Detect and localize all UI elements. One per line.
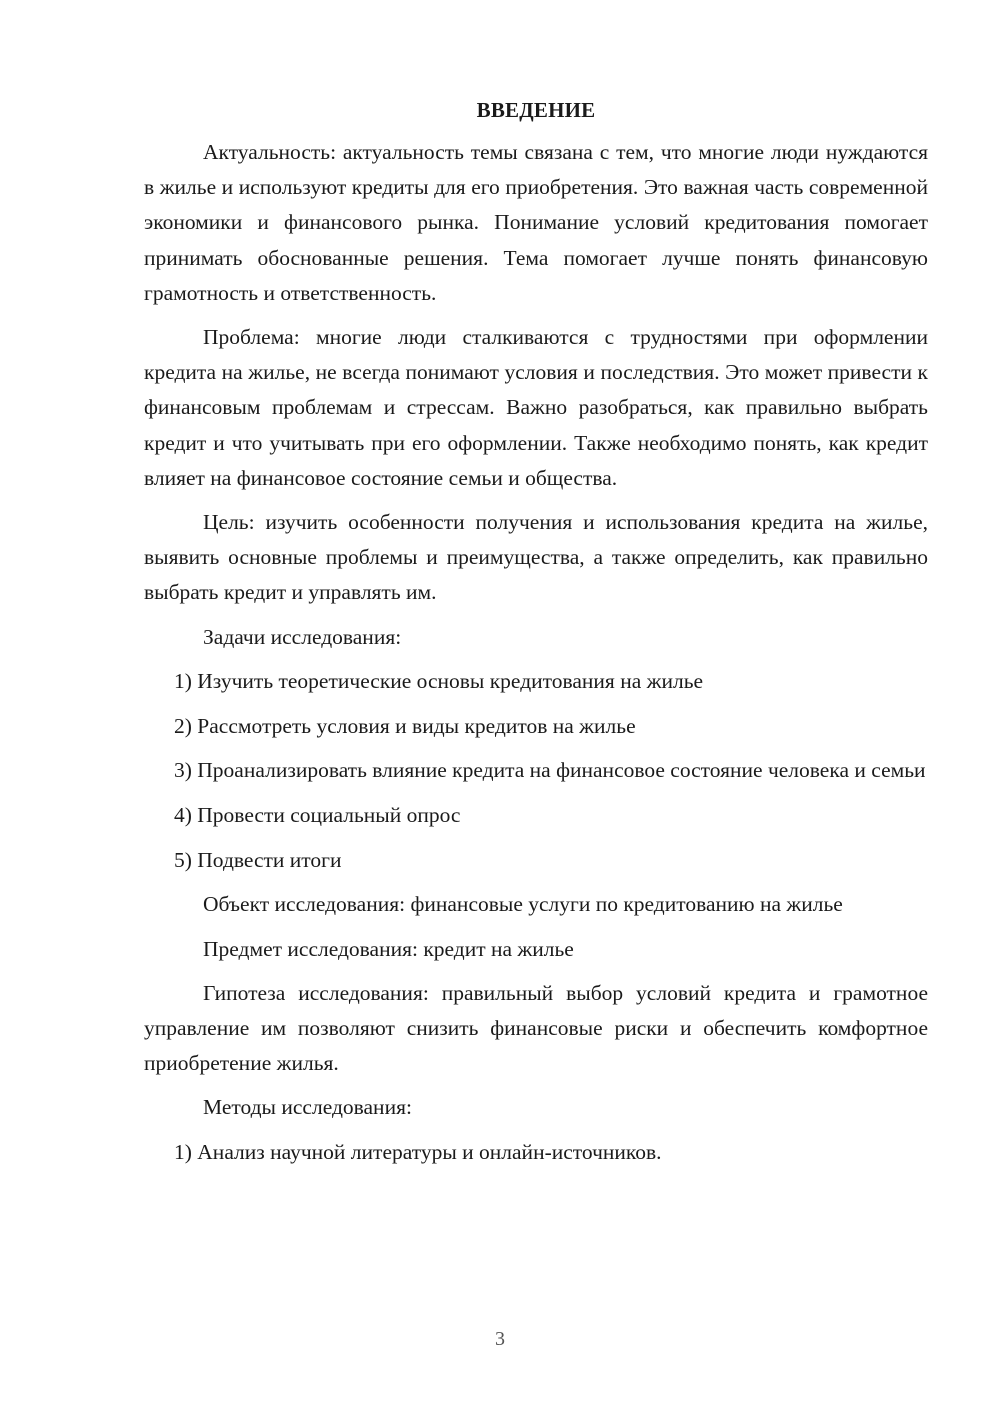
paragraph-relevance: Актуальность: актуальность темы связана с тем, что многие люди нуждаются в жилье и используют кредиты для его приобретения. Это важная часть современной экономики и финансового рынка. Понимание условий кредитования помогает принимать обоснованные решения. Тема помогает лучше понять финансовую грамотность и ответственность. xyxy=(144,140,928,305)
task-item-2: 2) Рассмотреть условия и виды кредитов на жилье xyxy=(174,713,636,738)
task-item-4: 4) Провести социальный опрос xyxy=(174,802,461,827)
method-item-1: 1) Анализ научной литературы и онлайн-источников. xyxy=(174,1139,662,1164)
paragraph-object: Объект исследования: финансовые услуги по кредитованию на жилье xyxy=(203,892,843,917)
task-item-5: 5) Подвести итоги xyxy=(174,847,342,872)
document-page xyxy=(144,92,928,1179)
tasks-heading: Задачи исследования: xyxy=(203,624,402,649)
methods-heading: Методы исследования: xyxy=(203,1095,412,1120)
page-title: ВВЕДЕНИЕ xyxy=(476,98,596,122)
task-item-1: 1) Изучить теоретические основы кредитования на жилье xyxy=(174,668,704,693)
paragraph-goal: Цель: изучить особенности получения и использования кредита на жилье, выявить основные проблемы и преимущества, а также определить, как правильно выбрать кредит и управлять им. xyxy=(144,510,928,605)
page-number: 3 xyxy=(495,1328,505,1350)
paragraph-subject: Предмет исследования: кредит на жилье xyxy=(203,936,574,961)
paragraph-hypothesis: Гипотеза исследования: правильный выбор условий кредита и грамотное управление им позволяют снизить финансовые риски и обеспечить комфортное приобретение жилья. xyxy=(144,980,928,1076)
paragraph-problem: Проблема: многие люди сталкиваются с трудностями при оформлении кредита на жилье, не всегда понимают условия и последствия. Это может привести к финансовым проблемам и стрессам. Важно разобраться, как правильно выбрать кредит и что учитывать при его оформлении. Также необходимо понять, как кредит влияет на финансовое состояние семьи и общества. xyxy=(144,325,928,490)
task-item-3: 3) Проанализировать влияние кредита на финансовое состояние человека и семьи xyxy=(174,758,926,783)
